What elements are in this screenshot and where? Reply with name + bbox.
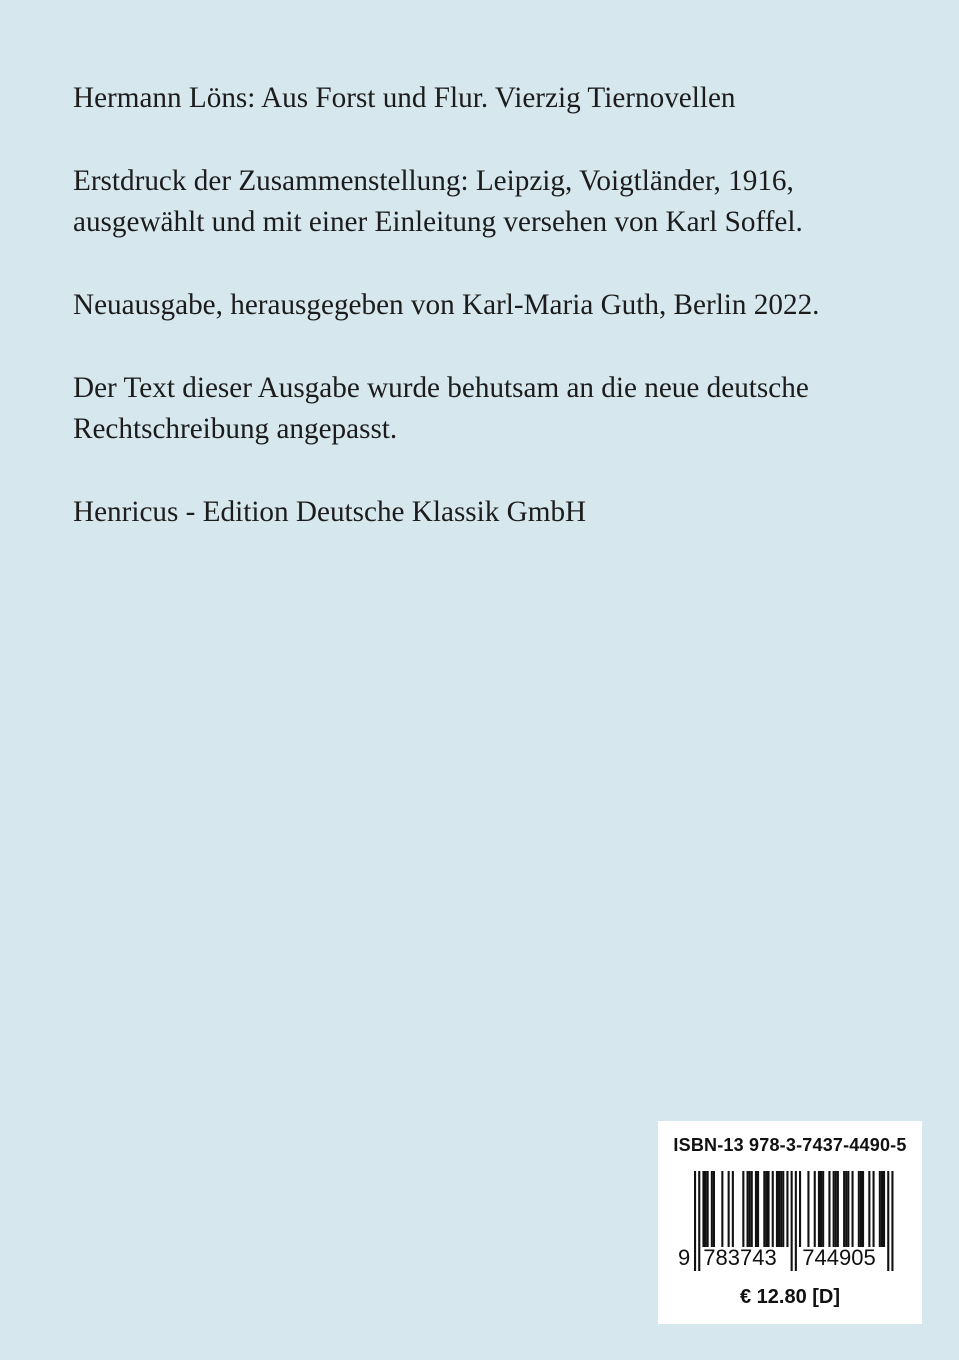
barcode-bar [763,1171,765,1247]
barcode-bar [881,1171,883,1247]
barcode-guard-bar [891,1171,893,1271]
barcode-bar [768,1171,770,1247]
title-line [73,78,893,119]
barcode-bar [820,1171,822,1247]
first-print-line-2: ausgewählt und mit einer Einleitung versehen von Karl Soffel. [73,206,803,238]
spelling-note-line-1: Der Text dieser Ausgabe wurde behutsam an die neue deutsche [73,372,809,404]
barcode-bar [845,1171,847,1247]
barcode-bar [822,1171,824,1247]
barcode-bar [818,1171,820,1247]
barcode-bar [751,1171,753,1247]
barcode-bar [713,1171,715,1247]
barcode-bar [883,1171,885,1247]
barcode-bar [852,1171,854,1247]
barcode-digits-left: 783743 [703,1245,777,1270]
barcode-bar [799,1171,801,1247]
barcode-bar [765,1171,767,1247]
barcode-bar [786,1171,788,1247]
first-print-line-1: Erstdruck der Zusammenstellung: Leipzig, Voigtländer, 1916, [73,165,794,197]
barcode-bar [814,1171,816,1247]
barcode-bar [780,1171,782,1247]
barcode-bar [707,1171,709,1247]
barcode-guard-bar [791,1171,793,1271]
new-edition-paragraph [73,285,893,326]
barcode-bar [868,1171,870,1247]
barcode-bar [757,1171,759,1247]
barcode-guard-bar [698,1171,700,1271]
new-edition-text: Neuausgabe, herausgegeben von Karl-Maria Guth, Berlin 2022. [73,289,820,321]
barcode-bar [721,1171,723,1247]
barcode-label [658,1121,922,1324]
barcode-bar [732,1171,734,1247]
barcode-bar [776,1171,778,1247]
spelling-note-paragraph [73,368,893,450]
barcode-guard-bar [694,1171,696,1271]
barcode-bar [807,1171,809,1247]
first-print-paragraph [73,161,893,243]
barcode-bar [828,1171,830,1247]
barcode-bar [833,1171,835,1247]
barcode-bar [755,1171,757,1247]
barcode-bar [749,1171,751,1247]
barcode-bar [837,1171,839,1247]
barcode-bar [843,1171,845,1247]
barcode-digits-right: 744905 [802,1245,876,1270]
barcode-bar [711,1171,713,1247]
barcode-bar [742,1171,744,1247]
barcode-bar [772,1171,774,1247]
barcode-bar [862,1171,864,1247]
barcode-bar [782,1171,784,1247]
price-label: € 12.80 [D] [739,1286,841,1308]
barcode-bar [860,1171,862,1247]
barcode-guard-bar [795,1171,797,1271]
barcode-bar [873,1171,875,1247]
spelling-note-line-2: Rechtschreibung angepasst. [73,413,398,445]
publisher-paragraph [73,492,893,533]
barcode-guard-bar [887,1171,889,1271]
barcode-bar [728,1171,730,1247]
barcode-bar [835,1171,837,1247]
title-line-text: Hermann Löns: Aus Forst und Flur. Vierzig Tiernovellen [73,82,736,114]
ean-barcode [676,1169,900,1291]
barcode-digit-first: 9 [678,1245,691,1270]
barcode-bar [879,1171,881,1247]
imprint-text [73,78,893,575]
barcode-bar [702,1171,704,1247]
barcode-bar [747,1171,749,1247]
barcode-bar [858,1171,860,1247]
barcode-bar [705,1171,707,1247]
barcode-bar [778,1171,780,1247]
isbn-label: ISBN-13 978-3-7437-4490-5 [673,1135,907,1155]
barcode-bar [847,1171,849,1247]
publisher-text: Henricus - Edition Deutsche Klassik GmbH [73,496,587,528]
